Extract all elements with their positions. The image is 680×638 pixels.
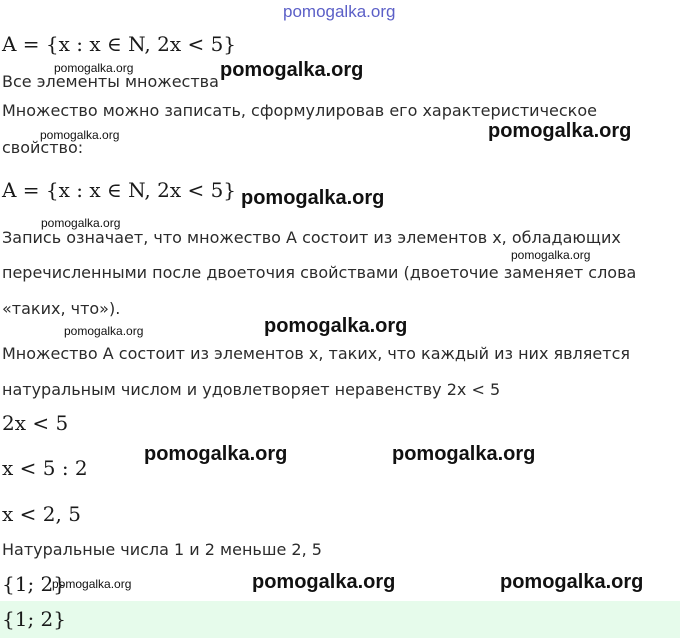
- watermark: pomogalka.org: [252, 571, 396, 593]
- solution-step: 2x < 5: [2, 411, 69, 435]
- watermark: pomogalka.org: [41, 216, 121, 230]
- formula-characteristic-property: A = {x : x ∈ N, 2x < 5}: [2, 178, 237, 202]
- watermark: pomogalka.org: [511, 248, 591, 262]
- paragraph-line: Запись означает, что множество A состоит из элементов x, обладающих: [2, 228, 621, 247]
- watermark: pomogalka.org: [40, 128, 120, 142]
- paragraph-line: Натуральные числа 1 и 2 меньше 2, 5: [2, 540, 322, 559]
- watermark: pomogalka.org: [488, 120, 632, 142]
- solution-step: x < 2, 5: [2, 502, 81, 526]
- solution-step: x < 5 : 2: [2, 456, 88, 480]
- watermark: pomogalka.org: [144, 443, 288, 465]
- watermark-top: pomogalka.org: [283, 2, 396, 21]
- watermark: pomogalka.org: [500, 571, 644, 593]
- paragraph-line: свойство:: [2, 138, 84, 157]
- watermark: pomogalka.org: [52, 577, 132, 591]
- watermark: pomogalka.org: [241, 187, 385, 209]
- paragraph-line: Все элементы множества: [2, 72, 219, 91]
- paragraph-line: перечисленными после двоеточия свойствами (двоеточие заменяет слова: [2, 263, 637, 282]
- watermark: pomogalka.org: [54, 61, 134, 75]
- formula-set-definition: A = {x : x ∈ N, 2x < 5}: [2, 32, 237, 56]
- watermark: pomogalka.org: [264, 315, 408, 337]
- paragraph-line: Множество можно записать, сформулировав его характеристическое: [2, 101, 597, 120]
- paragraph-line: Множество A состоит из элементов x, таких, что каждый из них является: [2, 344, 630, 363]
- paragraph-line: натуральным числом и удовлетворяет неравенству 2x < 5: [2, 380, 501, 399]
- watermark: pomogalka.org: [220, 59, 364, 81]
- answer-value: {1; 2}: [2, 607, 66, 631]
- result-set: {1; 2}: [2, 572, 66, 596]
- watermark: pomogalka.org: [392, 443, 536, 465]
- answer-highlight: [0, 601, 680, 638]
- watermark: pomogalka.org: [64, 324, 144, 338]
- paragraph-line: «таких, что»).: [2, 299, 121, 318]
